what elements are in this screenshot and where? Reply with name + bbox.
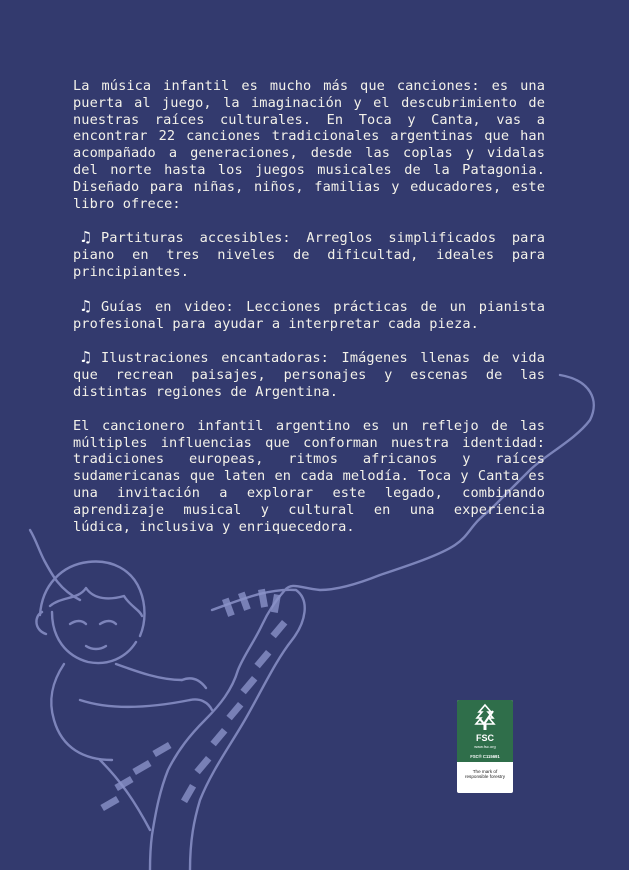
closing-paragraph: El cancionero infantil argentino es un reflejo de las múltiples influencias que conforman nuestra identidad: tradiciones europeas, ritmos africanos y raíces sudamericanas que laten en cada melodía. Toca y Canta es una invitación a explorar este legado, combinando aprendizaje musical y cultural en una experiencia lúdica, inclusiva y enriquecedora.: [73, 417, 545, 535]
feature-item-ilustraciones: [73, 349, 545, 400]
child-mouth: [86, 646, 106, 649]
fsc-tree-check-icon: [471, 703, 499, 733]
piano-black-key: [210, 728, 227, 746]
feature-text: Ilustraciones encantadoras: Imágenes llenas de vida que recrean paisajes, personajes y escenas de las distintas regiones de Argentina.: [73, 350, 545, 400]
piano-edge-top: [190, 590, 305, 870]
feature-text: Partituras accesibles: Arreglos simplificados para piano en tres niveles de dificultad, ideales para principiantes.: [73, 230, 545, 280]
child-hand-upper: [182, 678, 206, 688]
fsc-tagline-line-1: The mark of: [472, 769, 498, 774]
child-hair: [40, 562, 145, 636]
child-ear: [36, 612, 46, 634]
piano-black-key: [222, 598, 235, 617]
piano-black-key: [271, 594, 281, 613]
fsc-name: FSC: [476, 733, 494, 743]
piano-black-key: [254, 650, 271, 668]
child-fringe: [50, 588, 142, 616]
piano-black-key: [270, 620, 287, 638]
feature-item-guias: [73, 298, 545, 333]
fsc-tagline: [457, 762, 513, 780]
child-eye-left: [70, 621, 86, 624]
child-face: [52, 612, 136, 663]
fsc-tagline-line-2: responsible forestry: [464, 774, 506, 780]
music-note-icon: ♫: [79, 228, 93, 247]
child-torso: [51, 664, 112, 760]
music-note-icon: ♫: [79, 296, 93, 315]
feature-text: Guías en video: Lecciones prácticas de un pianista profesional para ayudar a interpretar cada pieza.: [73, 298, 545, 332]
music-note-icon: ♫: [79, 348, 93, 367]
fsc-url: www.fsc.org: [474, 744, 496, 749]
fsc-license-code: FSC® C115691: [470, 754, 500, 759]
piano-black-key: [181, 784, 196, 803]
piano-black-key: [226, 702, 243, 720]
child-arm-upper: [116, 664, 182, 680]
child-arm-lower: [80, 700, 190, 707]
fsc-logo-panel: [457, 700, 513, 762]
child-hand-lower: [190, 699, 212, 710]
piano-black-key: [194, 756, 211, 774]
intro-paragraph: La música infantil es mucho más que canciones: es una puerta al juego, la imaginación y el descubrimiento de nuestras raíces culturales. En Toca y Canta, vas a encontrar 22 canciones tradicionales argentinas que han acompañado a generaciones, desde las coplas y vidalas del norte hasta los juegos musicales de la Patagonia. Diseñado para niñas, niños, familias y educadores, este libro ofrece:: [73, 78, 545, 212]
child-eye-right: [100, 621, 116, 624]
back-cover-text: [73, 78, 545, 552]
piano-black-key: [100, 796, 119, 811]
feature-item-partituras: [73, 229, 545, 280]
piano-black-key: [132, 760, 151, 775]
piano-black-key: [240, 676, 257, 694]
piano-black-key: [152, 742, 171, 757]
fsc-certification-badge: [457, 700, 513, 793]
